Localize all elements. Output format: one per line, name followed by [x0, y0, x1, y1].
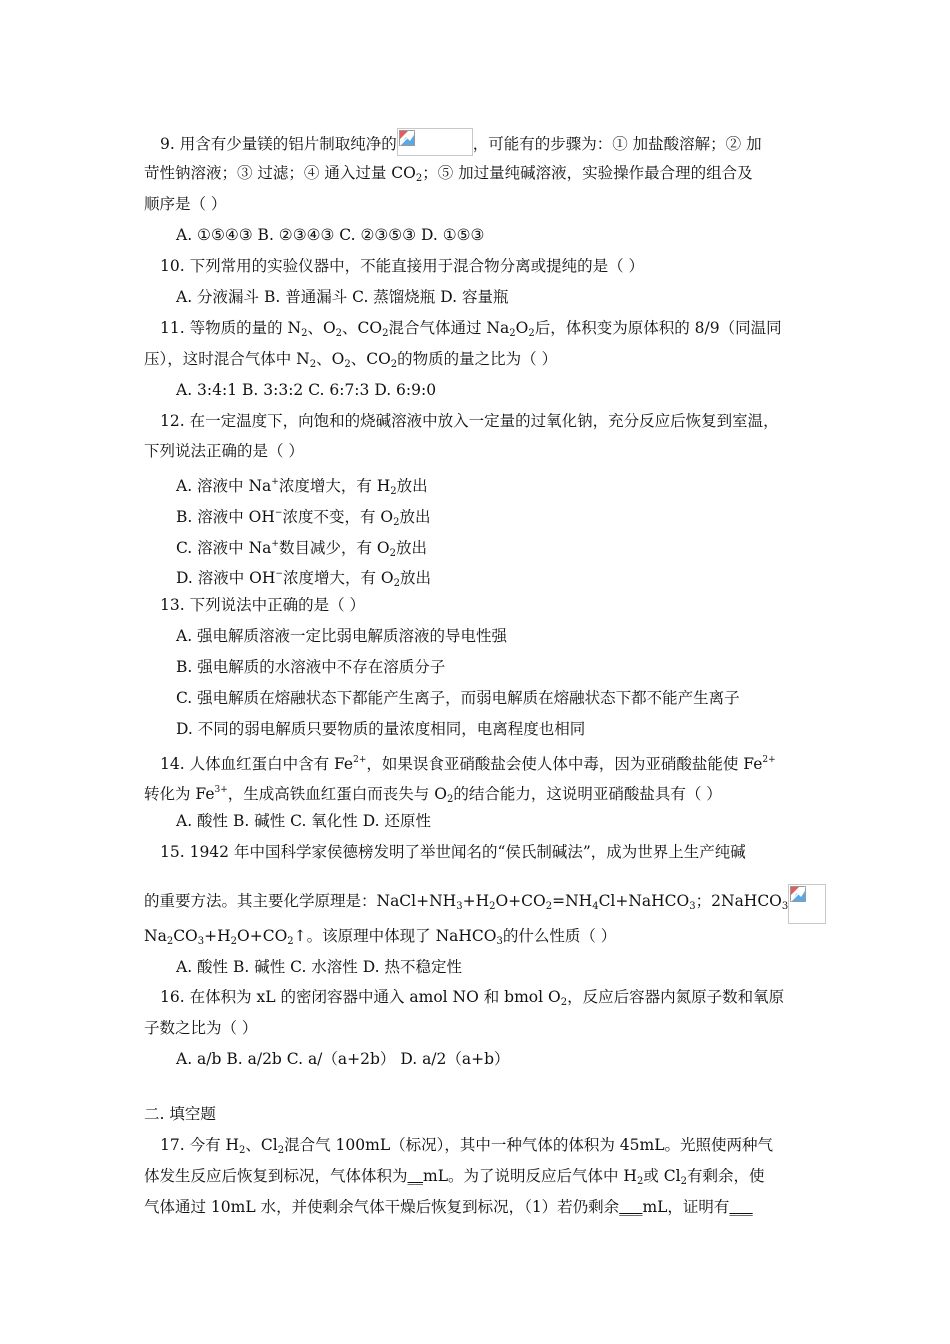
subscript: 3: [456, 901, 463, 912]
q15-text: =NH: [552, 892, 593, 910]
q17-text: 混合气 100mL（标况），其中一种气体的体积为 45mL。光照使两种气: [284, 1136, 774, 1154]
subscript: 3: [496, 936, 503, 947]
section-heading: 二. 填空题: [144, 1105, 216, 1123]
q11-text: 压），这时混合气体中 N: [144, 350, 310, 368]
q15-text: O+CO: [495, 892, 546, 910]
q15-text: +H: [204, 927, 231, 945]
q9-text: 9. 用含有少量镁的铝片制取纯净的: [160, 135, 397, 153]
option-text: 浓度增大，有 O: [282, 569, 394, 587]
subscript: 2: [389, 548, 396, 559]
subscript: 4: [592, 901, 599, 912]
q13-option-a: A. 强电解质溶液一定比弱电解质溶液的导电性强: [176, 627, 508, 645]
q12-option-d: [176, 564, 431, 594]
q14-text: ，如果误食亚硝酸盐会使人体中毒，因为亚硝酸盐能使 Fe: [366, 755, 763, 773]
subscript: 2: [545, 901, 553, 912]
q9-text: 苛性钠溶液；③ 过滤；④ 通入过量 CO: [144, 164, 416, 182]
q17-line-1: [160, 1135, 773, 1161]
superscript: −: [275, 569, 283, 579]
q17-text: 气体通过 10mL 水，并使剩余气体干燥后恢复到标况，（1）若仍剩余: [144, 1198, 620, 1216]
q11-text: 、O: [307, 319, 336, 337]
q10-stem: 10. 下列常用的实验仪器中，不能直接用于混合物分离或提纯的是（ ）: [160, 257, 645, 275]
q11-text: O: [515, 319, 529, 337]
subscript: 2: [166, 936, 174, 947]
subscript: 2: [287, 936, 294, 947]
q15-text: 的重要方法。其主要化学原理是：NaCl+NH: [144, 892, 457, 910]
q9-line-3: 顺序是（ ）: [144, 195, 227, 213]
broken-image-icon: [397, 128, 473, 156]
subscript: 2: [277, 1145, 285, 1156]
q16-line-1: [160, 987, 784, 1013]
q16-options: A. a/b B. a/2b C. a/（a+2b） D. a/2（a+b）: [176, 1050, 510, 1068]
q11-text: 的物质的量之比为（ ）: [397, 350, 558, 368]
q15-options: A. 酸性 B. 碱性 C. 水溶性 D. 热不稳定性: [176, 958, 462, 976]
subscript: 3: [781, 901, 789, 912]
option-text: C. 溶液中 Na: [176, 539, 272, 557]
q9-line-1: [160, 128, 762, 156]
option-text: 放出: [396, 477, 428, 495]
q11-text: 后，体积变为原体积的 8/9（同温同: [534, 319, 782, 337]
q11-line-2: [144, 349, 557, 375]
q15-text: O+CO: [237, 927, 288, 945]
subscript: 2: [390, 359, 398, 370]
option-text: 数目减少，有 O: [278, 539, 390, 557]
subscript: 2: [489, 901, 496, 912]
option-text: 浓度增大，有 H: [278, 477, 391, 495]
q17-text: 17. 今有 H: [160, 1136, 240, 1154]
q11-text: 、O: [316, 350, 345, 368]
subscript: 2: [415, 173, 423, 184]
q13-option-d: D. 不同的弱电解质只要物质的量浓度相同，电离程度也相同: [176, 720, 586, 738]
superscript: 3+: [214, 785, 228, 795]
option-text: B. 溶液中 OH: [176, 508, 275, 526]
subscript: 3: [689, 901, 696, 912]
subscript: 2: [393, 517, 400, 528]
q15-text: ；2NaHCO: [695, 892, 782, 910]
subscript: 2: [446, 794, 454, 805]
q14-text: ，生成高铁血红蛋白而丧失与 O: [227, 785, 447, 803]
superscript: +: [271, 477, 279, 487]
subscript: 2: [636, 1176, 644, 1187]
subscript: 2: [680, 1176, 687, 1187]
option-text: A. 溶液中 Na: [176, 477, 272, 495]
subscript: 3: [197, 936, 205, 947]
subscript: 2: [509, 328, 516, 339]
q14-text: 14. 人体血红蛋白中含有 Fe: [160, 755, 354, 773]
q14-text: 的结合能力，这说明亚硝酸盐具有（ ）: [453, 785, 722, 803]
q14-line-2: [144, 780, 722, 810]
q9-options: A. ①⑤④③ B. ②③④③ C. ②③⑤③ D. ①⑤③: [176, 226, 485, 244]
q15-text: Na: [144, 927, 167, 945]
q13-option-b: B. 强电解质的水溶液中不存在溶质分子: [176, 658, 446, 676]
broken-image-icon: [788, 884, 826, 924]
q15-text: +H: [462, 892, 490, 910]
subscript: 2: [335, 328, 343, 339]
superscript: +: [271, 539, 279, 549]
q15-text: ↑。该原理中体现了 NaHCO: [293, 927, 497, 945]
subscript: 2: [528, 328, 535, 339]
q12-option-c: [176, 534, 427, 564]
q15-line-2: [144, 884, 826, 924]
answer-blank: ___: [619, 1198, 643, 1216]
q17-text: 有剩余，使: [686, 1167, 765, 1185]
q17-text: 体发生反应后恢复到标况，气体体积为: [144, 1167, 408, 1185]
option-text: 放出: [395, 539, 427, 557]
answer-blank: __: [407, 1167, 424, 1185]
q15-line-1: 15. 1942 年中国科学家侯德榜发明了举世闻名的“侯氏制碱法”，成为世界上生产纯碱: [160, 843, 746, 861]
q9-text: ；⑤ 加过量纯碱溶液，实验操作最合理的组合及: [422, 164, 753, 182]
q14-options: A. 酸性 B. 碱性 C. 氧化性 D. 还原性: [176, 812, 431, 830]
q12-line-2: 下列说法正确的是（ ）: [144, 442, 304, 460]
q11-text: 11. 等物质的量的 N: [160, 319, 302, 337]
subscript: 2: [390, 486, 397, 497]
q16-text: ，反应后容器内氮原子数和氧原: [567, 988, 785, 1006]
q11-line-1: [160, 318, 782, 344]
q11-text: 、CO: [350, 350, 391, 368]
subscript: 2: [239, 1145, 246, 1156]
q14-line-1: [160, 750, 776, 774]
subscript: 2: [309, 359, 317, 370]
q12-line-1: 12. 在一定温度下，向饱和的烧碱溶液中放入一定量的过氧化钠，充分反应后恢复到室温，: [160, 412, 779, 430]
q17-text: 或 Cl: [643, 1167, 681, 1185]
option-text: 浓度不变，有 O: [282, 508, 394, 526]
q17-text: 、Cl: [245, 1136, 278, 1154]
q15-text: Cl+NaHCO: [598, 892, 690, 910]
subscript: 2: [560, 997, 568, 1008]
answer-blank: ___: [729, 1198, 753, 1216]
superscript: 2+: [762, 755, 776, 765]
q9-line-2: [144, 163, 753, 189]
q14-text: 转化为 Fe: [144, 785, 215, 803]
subscript: 2: [230, 936, 238, 947]
q16-line-2: 子数之比为（ ）: [144, 1019, 258, 1037]
subscript: 2: [393, 578, 400, 589]
q17-line-3: [144, 1197, 753, 1217]
q12-option-b: [176, 503, 430, 533]
subscript: 2: [344, 359, 351, 370]
q11-text: 混合气体通过 Na: [388, 319, 510, 337]
q15-text: 的什么性质（ ）: [502, 927, 617, 945]
q15-text: CO: [173, 927, 198, 945]
q13-stem: 13. 下列说法中正确的是（ ）: [160, 596, 366, 614]
superscript: 2+: [353, 755, 367, 765]
q15-line-3: [144, 926, 616, 952]
q17-text: mL。为了说明反应后气体中 H: [423, 1167, 637, 1185]
option-text: 放出: [399, 508, 431, 526]
superscript: −: [274, 508, 283, 518]
q17-line-2: [144, 1166, 764, 1192]
option-text: 放出: [399, 569, 431, 587]
subscript: 2: [301, 328, 308, 339]
subscript: 2: [382, 328, 389, 339]
option-text: D. 溶液中 OH: [176, 569, 276, 587]
q9-text: ，可能有的步骤为：① 加盐酸溶解；② 加: [472, 135, 762, 153]
q11-text: 、CO: [342, 319, 383, 337]
q10-options: A. 分液漏斗 B. 普通漏斗 C. 蒸馏烧瓶 D. 容量瓶: [176, 288, 509, 306]
q11-options: A. 3:4:1 B. 3:3:2 C. 6:7:3 D. 6:9:0: [176, 381, 437, 399]
q13-option-c: C. 强电解质在熔融状态下都能产生离子，而弱电解质在熔融状态下都不能产生离子: [176, 689, 740, 707]
q12-option-a: [176, 472, 428, 502]
q16-text: 16. 在体积为 xL 的密闭容器中通入 amol NO 和 bmol O: [160, 988, 561, 1006]
q17-text: mL，证明有: [642, 1198, 730, 1216]
